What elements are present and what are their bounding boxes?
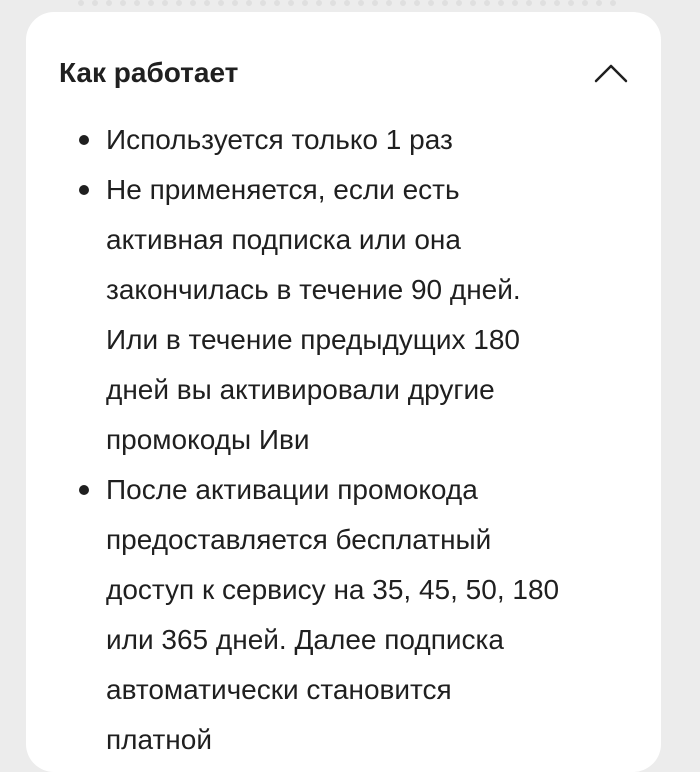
list-item-text: Или в течение предыдущих 180 bbox=[106, 324, 520, 355]
list-item-text: закончилась в течение 90 дней. bbox=[106, 274, 521, 305]
section-title: Как работает bbox=[59, 57, 239, 89]
list-item bbox=[71, 115, 631, 165]
section-header[interactable] bbox=[59, 53, 629, 93]
collapse-button[interactable] bbox=[593, 55, 629, 91]
bullet-icon bbox=[79, 485, 89, 495]
list-item-text: автоматически становится bbox=[106, 674, 452, 705]
info-list bbox=[71, 115, 631, 765]
list-item-text: доступ к сервису на 35, 45, 50, 180 bbox=[106, 574, 560, 605]
list-item-text: предоставляется бесплатный bbox=[106, 524, 492, 555]
list-item-text: дней вы активировали другие bbox=[106, 374, 495, 405]
list-item-text: или 365 дней. Далее подписка bbox=[106, 624, 504, 655]
list-item-text: промокоды Иви bbox=[106, 424, 310, 455]
list-item-text: После активации промокода bbox=[106, 474, 478, 505]
list-item-text: платной bbox=[106, 724, 212, 755]
bullet-icon bbox=[79, 185, 89, 195]
list-item-text: Не применяется, если есть bbox=[106, 174, 460, 205]
chevron-up-icon bbox=[594, 63, 628, 83]
list-item-text: Используется только 1 раз bbox=[106, 124, 453, 155]
list-item-text: активная подписка или она bbox=[106, 224, 461, 255]
list-item bbox=[71, 165, 631, 465]
list-item bbox=[71, 465, 631, 765]
top-dotted-edge bbox=[78, 0, 623, 10]
bullet-icon bbox=[79, 135, 89, 145]
how-it-works-card bbox=[26, 12, 661, 772]
